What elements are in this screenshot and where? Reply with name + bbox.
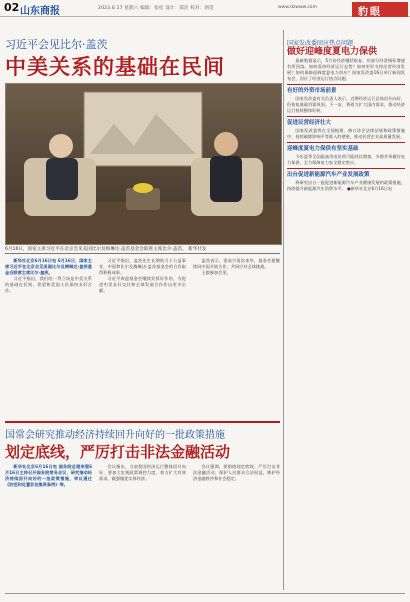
story1-paragraph: 盖茨表示，很高兴再次来华，基金会愿继续同中国开展合作，共同应对全球挑战。 xyxy=(193,258,280,269)
sidebar-section-paragraph: 国家发改委将在全面梳理、修订涉企法律法规和政策措施中，持续破除影响平等准入的壁垒，推动民营企业高质量发展。 xyxy=(287,128,405,139)
website-link[interactable]: www.dzwww.com xyxy=(278,5,317,10)
story1-col-1 xyxy=(5,258,92,418)
sidebar-section-paragraph: 国家发改委有关负责人表示，近期经济运行总体回升向好，但恢复基础仍需巩固。下一步，将着力扩大国内需求，推动经济运行持续整体好转。 xyxy=(287,96,405,113)
meeting-photo-illustration xyxy=(6,84,281,244)
column-divider xyxy=(283,30,284,590)
story2-paragraph: 新华社北京6月16日电 国务院总理李强6月16日主持召开国务院常务会议，研究推动经济持续回升向好的一批政策措施，审议通过《防范和处置非法集资条例》等。 xyxy=(5,464,92,487)
sidebar-section-text xyxy=(287,128,405,140)
story1-paragraph: 习近平指出，盖茨先生长期致力于公益事业，中国和比尔及梅琳达·盖茨基金会的合作取得积极成果。 xyxy=(99,258,186,275)
story1-paragraph: 习近平欢迎基金会继续发挥好作用，为促进中美友好交往和全球发展合作作出更多贡献。 xyxy=(99,276,186,293)
caption-divider xyxy=(5,253,280,254)
edition-meta: 2023.6.17 星期六 编辑：张松 设计：郑洁 校对：朗雯 xyxy=(98,6,214,11)
sidebar-subhead: 有好的外资市场前景 xyxy=(287,84,405,94)
section-title: 山东商报 xyxy=(20,6,60,17)
story1-paragraph: 王毅参加会见。 xyxy=(201,270,231,275)
sidebar-section-paragraph: 将研究出台一批促进新能源汽车产业健康发展的政策措施，持续提升新能源汽车消费水平。 ●新华社北京6月16日电 xyxy=(287,180,405,191)
meeting-photo xyxy=(5,83,282,245)
page-footer-rule xyxy=(5,593,405,594)
story1-paragraph: 习近平指出，我们的一贯立场是中美关系的基础在民间，希望和美国人民保持友好合作。 xyxy=(5,276,92,293)
brand-logo: 豹眼 xyxy=(358,7,382,18)
story2-col-3 xyxy=(193,464,280,590)
sidebar-subhead: 出台促进新能源汽车产业发展政策 xyxy=(287,168,405,178)
brand-flag xyxy=(352,2,408,17)
sidebar-kicker: 国家发改委回应热点问题 xyxy=(287,40,354,47)
sidebar-section-text xyxy=(287,180,405,192)
story1-col-3 xyxy=(193,258,280,418)
sidebar-section-text xyxy=(287,96,405,114)
story-divider xyxy=(5,421,280,423)
story2-body xyxy=(5,464,280,590)
sidebar-subhead: 促进民营经济壮大 xyxy=(287,116,405,126)
story1-headline: 中美关系的基础在民间 xyxy=(5,55,225,79)
masthead-bar xyxy=(0,0,410,17)
sidebar-story xyxy=(287,38,405,192)
story2-col-2 xyxy=(99,464,186,590)
photo-caption: 6月16日，国家主席习近平在北京会见美国比尔及梅琳达·盖茨基金会联席主席比尔·盖茨。 新华社发 xyxy=(5,247,207,252)
story1-paragraph: 新华社北京6月16日电 6月16日，国家主席习近平在北京会见美国比尔及梅琳达·盖茨基金会联席主席比尔·盖茨。 xyxy=(5,258,92,275)
sidebar-headline: 做好迎峰度夏电力保供 xyxy=(287,47,378,57)
sidebar-section-text xyxy=(287,154,405,166)
page-number: 02 xyxy=(4,1,20,14)
sidebar-intro-paragraph: 最新数据显示，5月份经济继续恢复，但部分经济指标增速有所回落。如何看待经济运行态势？如何更好支持民营经济发展？如何保障迎峰度夏电力供应？国家发改委16日举行新闻发布会，回应了经济运行热点问题。 xyxy=(287,58,405,81)
story2-headline: 划定底线，严厉打击非法金融活动 xyxy=(5,443,231,461)
story1-body xyxy=(5,258,280,418)
story1-col-2 xyxy=(99,258,186,418)
story2-kicker: 国常会研究推动经济持续回升向好的一批政策措施 xyxy=(5,430,225,441)
story2-paragraph: 会议指出，当前我国经济运行整体回升向好，要加大宏观政策调控力度，着力扩大有效需求，做强做优实体经济。 xyxy=(99,464,186,481)
sidebar-intro xyxy=(287,58,405,82)
story2-paragraph: 会议强调，要围绕划定底线、严厉打击非法金融活动，保护人民群众合法权益，维护经济金融秩序和社会稳定。 xyxy=(193,464,280,481)
story1-kicker: 习近平会见比尔·盖茨 xyxy=(5,38,108,51)
sidebar-subhead: 迎峰度夏电力保供有坚实基础 xyxy=(287,142,405,152)
story2-col-1 xyxy=(5,464,92,590)
sidebar-section-paragraph: 今年夏季全国最高用电负荷可能同比增加，多措并举做好电力保供，全力保障电力安全稳定供应。 xyxy=(287,154,405,165)
